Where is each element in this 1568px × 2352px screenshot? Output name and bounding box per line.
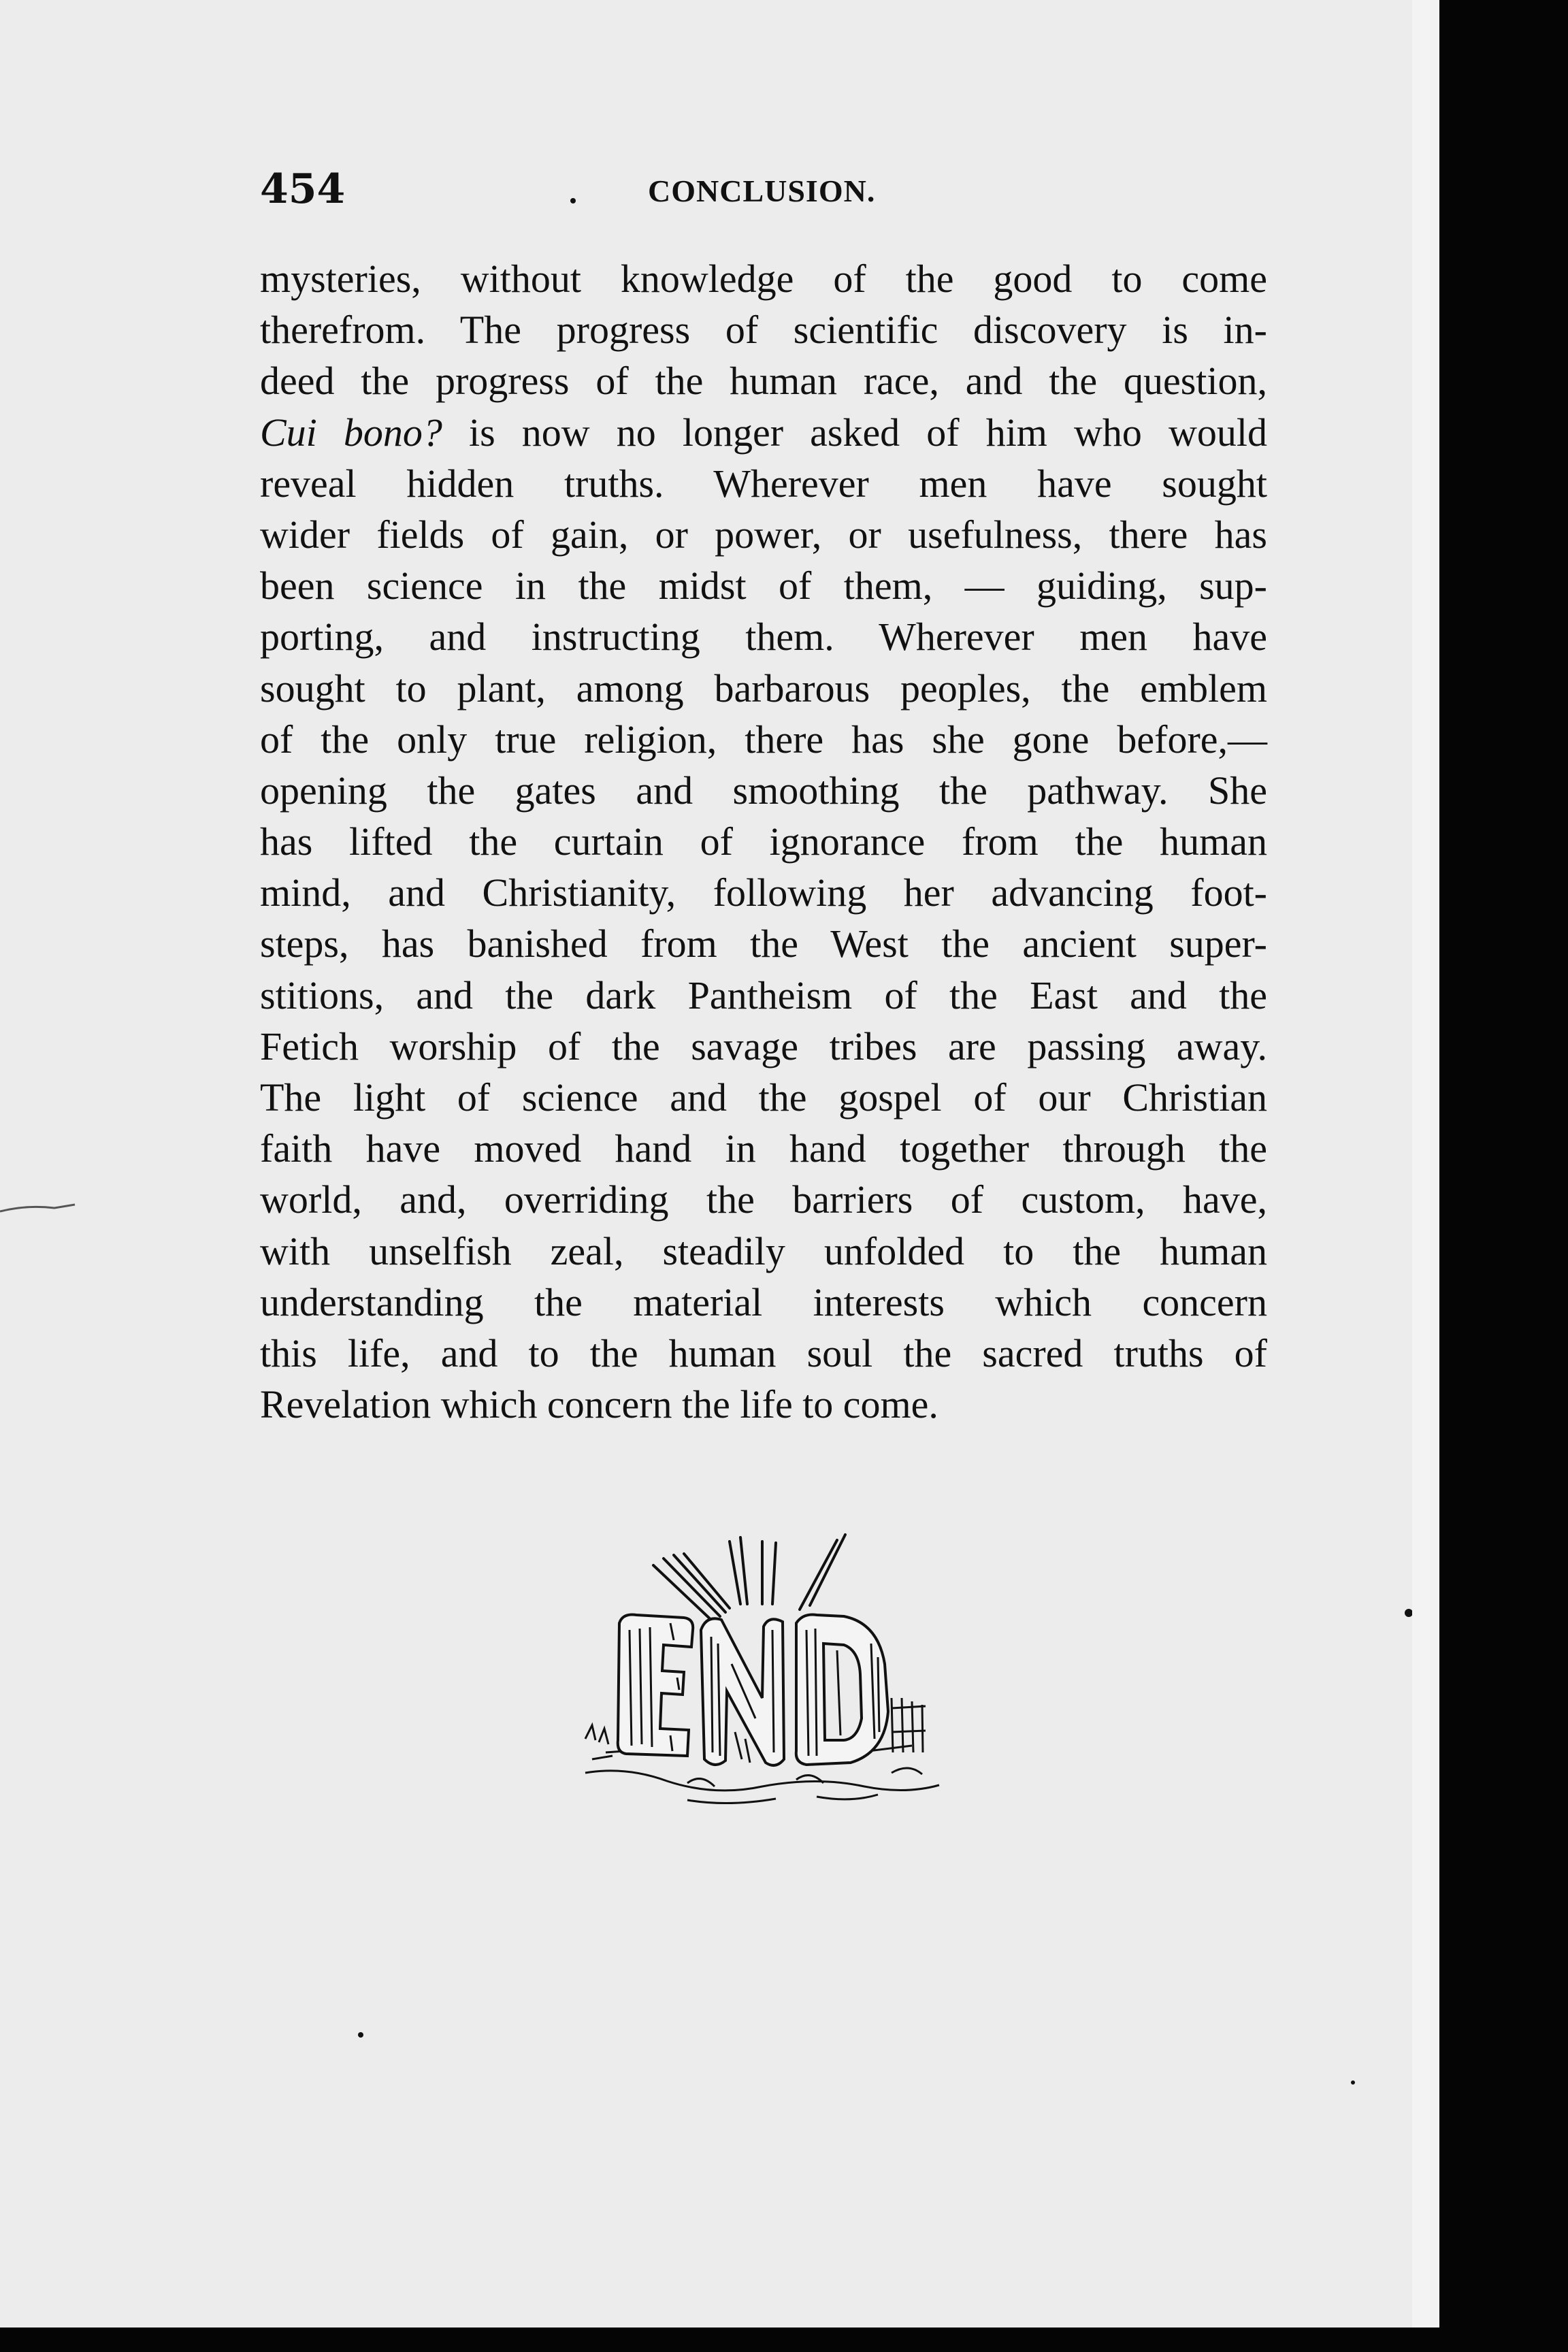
text-line-last: Revelation which concern the life to come. [260, 1382, 938, 1427]
scan-border-bottom [0, 2328, 1568, 2352]
text-line: wider fields of gain, or power, or usefulness, there has [260, 512, 1267, 557]
running-head: CONCLUSION. [648, 174, 876, 208]
text-line: with unselfish zeal, steadily unfolded to the human [260, 1228, 1267, 1273]
text-line: been science in the midst of them, — guiding, sup- [260, 564, 1267, 608]
end-tailpiece-icon [572, 1528, 953, 1820]
text-line: reveal hidden truths. Wherever men have sought [260, 461, 1267, 506]
text-line: of the only true religion, there has she gone before,— [260, 717, 1267, 762]
page-header [260, 162, 1267, 223]
text-line: Fetich worship of the savage tribes are passing away. [260, 1024, 1267, 1068]
text-line: sought to plant, among barbarous peoples, the emblem [260, 666, 1267, 710]
page-number: 454 [260, 165, 346, 213]
text-line-with-italic [260, 407, 1267, 458]
page-edge [1412, 0, 1439, 2328]
scan-border-right [1439, 0, 1568, 2352]
text-line: The light of science and the gospel of our Christian [260, 1075, 1267, 1120]
body-text [260, 253, 1267, 1430]
text-line: opening the gates and smoothing the pathway. She [260, 768, 1267, 813]
text-line: stitions, and the dark Pantheism of the East and the [260, 973, 1267, 1017]
text-line: world, and, overriding the barriers of custom, have, [260, 1177, 1267, 1222]
text-line: porting, and instructing them. Wherever men have [260, 615, 1267, 659]
text-line-rest: is now no longer asked of him who would [442, 410, 1267, 455]
text-line: steps, has banished from the West the ancient super- [260, 921, 1267, 966]
text-line: faith have moved hand in hand together through the [260, 1126, 1267, 1171]
text-line: mysteries, without knowledge of the good to come [260, 257, 1267, 301]
text-line: understanding the material interests which concern [260, 1279, 1267, 1324]
text-line: deed the progress of the human race, and the question, [260, 359, 1267, 404]
text-line: therefrom. The progress of scientific discovery is in- [260, 308, 1267, 353]
text-line: mind, and Christianity, following her advancing foot- [260, 870, 1267, 915]
text-line: has lifted the curtain of ignorance from the human [260, 819, 1267, 864]
italic-phrase: Cui bono? [260, 410, 442, 455]
text-line: this life, and to the human soul the sacred truths of [260, 1330, 1267, 1375]
